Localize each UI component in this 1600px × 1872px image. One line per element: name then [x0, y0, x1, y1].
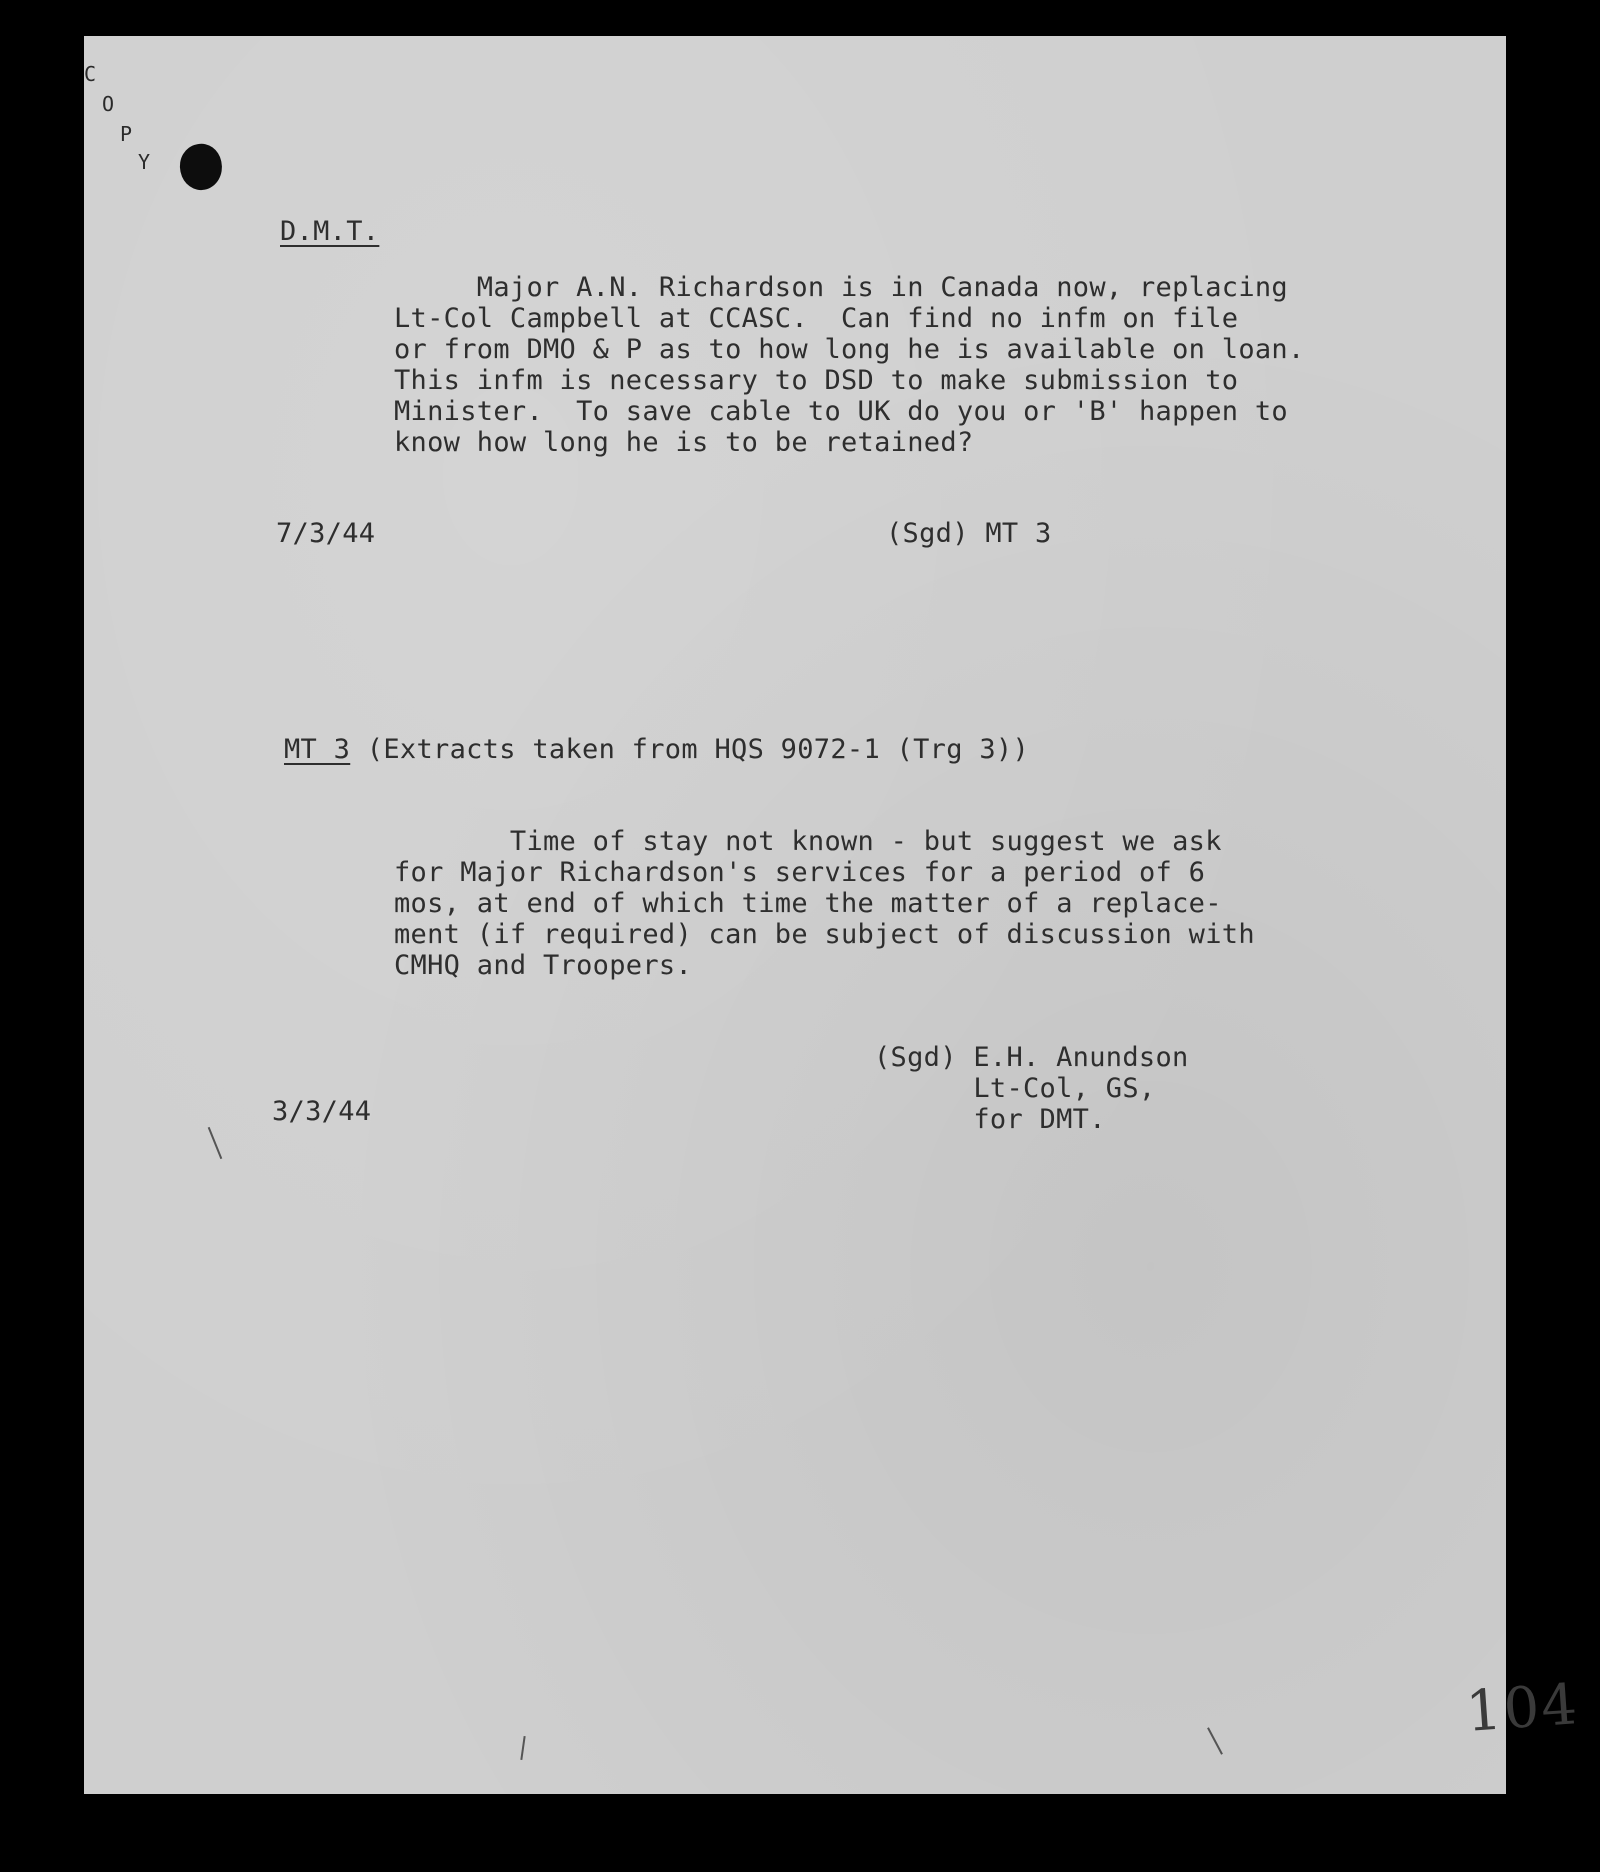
memo1-date: 7/3/44 [276, 518, 376, 549]
memo2-line: ment (if required) can be subject of discussion with [394, 919, 1255, 950]
memo2-line: CMHQ and Troopers. [394, 950, 692, 981]
memo2-signature-line: for DMT. [874, 1104, 1106, 1135]
memo1-line: Major A.N. Richardson is in Canada now, replacing [394, 272, 1288, 303]
memo2-heading [284, 734, 1029, 765]
memo1-line: This infm is necessary to DSD to make submission to [394, 365, 1239, 396]
memo2-line: Time of stay not known - but suggest we ask [394, 826, 1222, 857]
copy-stamp-letter-o: O [102, 92, 115, 116]
copy-stamp-letter-p: P [120, 122, 133, 146]
memo1-line: know how long he is to be retained? [394, 427, 974, 458]
document-page [84, 36, 1582, 1794]
memo2-addressee: MT 3 [284, 734, 351, 765]
pencil-mark [520, 1736, 525, 1760]
pencil-mark [1207, 1727, 1223, 1754]
memo2-line: mos, at end of which time the matter of a replace- [394, 888, 1222, 919]
ink-blot [176, 140, 227, 194]
memo2-signature-line: (Sgd) E.H. Anundson [874, 1042, 1189, 1073]
memo2-signature-line: Lt-Col, GS, [874, 1073, 1156, 1104]
copy-stamp-letter-y: Y [138, 150, 151, 174]
memo1-line: Lt-Col Campbell at CCASC. Can find no infm on file [394, 303, 1239, 334]
memo1-line: or from DMO & P as to how long he is available on loan. [394, 334, 1305, 365]
memo2-date: 3/3/44 [272, 1096, 372, 1127]
handwritten-page-number: 104 [1463, 1672, 1582, 1745]
pencil-mark [208, 1127, 223, 1159]
memo2-reference: (Extracts taken from HQS 9072-1 (Trg 3)) [350, 734, 1030, 765]
copy-stamp-letter-c: C [84, 62, 97, 86]
memo1-addressee: D.M.T. [280, 216, 380, 247]
memo1-signature: (Sgd) MT 3 [886, 518, 1052, 549]
memo2-line: for Major Richardson's services for a period of 6 [394, 857, 1206, 888]
memo1-line: Minister. To save cable to UK do you or 'B' happen to [394, 396, 1288, 427]
